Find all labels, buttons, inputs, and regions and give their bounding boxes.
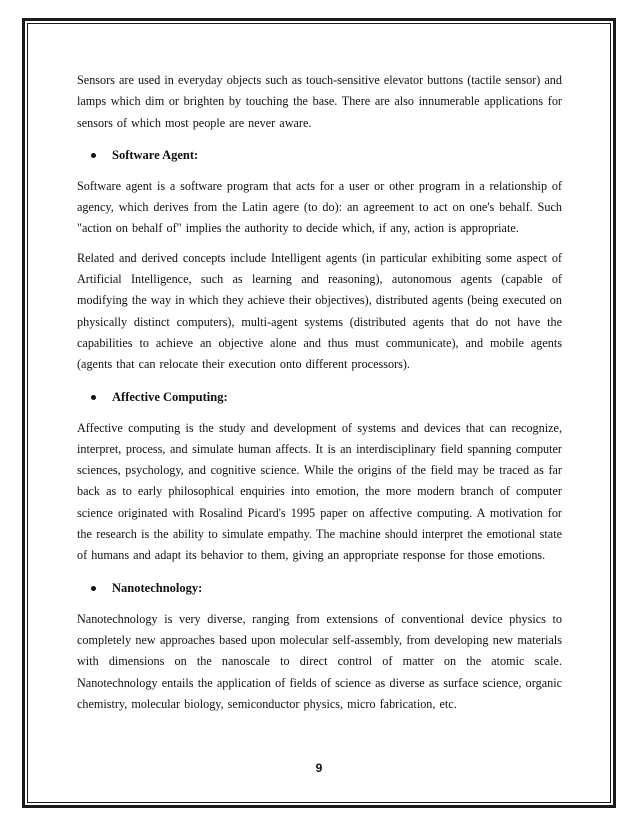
heading-text: Affective Computing: [112,390,228,405]
software-agent-paragraph-2: Related and derived concepts include Intelligent agents (in particular exhibiting some aspect of Artificial Intelligence, such as learning and reasoning), autonomous agents (capable of modifying the way in which they achieve their objectives), distributed agents (being executed on physically distinct computers), multi-agent systems (distributed agents that do not have the capabilities to achieve an objective alone and thus must communicate), and mobile agents (agents that can relocate their execution onto different processors). [77,250,562,372]
intro-paragraph: Sensors are used in everyday objects such as touch-sensitive elevator buttons (tactile sensor) and lamps which dim or brighten by touching the base. There are also innumerable applications for sensors of which most people are never aware. [77,73,562,130]
heading-text: Nanotechnology: [112,581,203,596]
bullet-icon [91,153,96,158]
bullet-icon [91,586,96,591]
section-heading-affective-computing [77,388,562,408]
software-agent-paragraph-1: Software agent is a software program that acts for a user or other program in a relationship of agency, which derives from the Latin agere (to do): an agreement to act on one's behalf. Such "action on behalf of" implies the authority to decide which, if any, action is appropriate. [77,178,562,236]
nanotechnology-paragraph: Nanotechnology is very diverse, ranging from extensions of conventional device physics to completely new approaches based upon molecular self-assembly, from developing new materials with dimensions on the nanoscale to direct control of matter on the atomic scale. Nanotechnology entails the application of fields of science as diverse as surface science, organic chemistry, molecular biology, semiconductor physics, micro fabrication, etc. [77,611,562,711]
section-heading-software-agent [77,146,562,166]
page-content [77,70,562,715]
section-heading-nanotechnology [77,579,562,599]
page-number: 9 [315,761,323,775]
bullet-icon [91,395,96,400]
heading-text: Software Agent: [112,148,199,163]
affective-computing-paragraph: Affective computing is the study and development of systems and devices that can recognize, interpret, process, and simulate human affects. It is an interdisciplinary field spanning computer sciences, psychology, and cognitive science. While the origins of the field may be traced as far back as to early philosophical enquiries into emotion, the more modern branch of computer science originated with Rosalind Picard's 1995 paper on affective computing. A motivation for the research is the ability to simulate empathy. The machine should interpret the emotional state of humans and adapt its behavior to them, giving an appropriate response for those emotions. [77,420,562,563]
